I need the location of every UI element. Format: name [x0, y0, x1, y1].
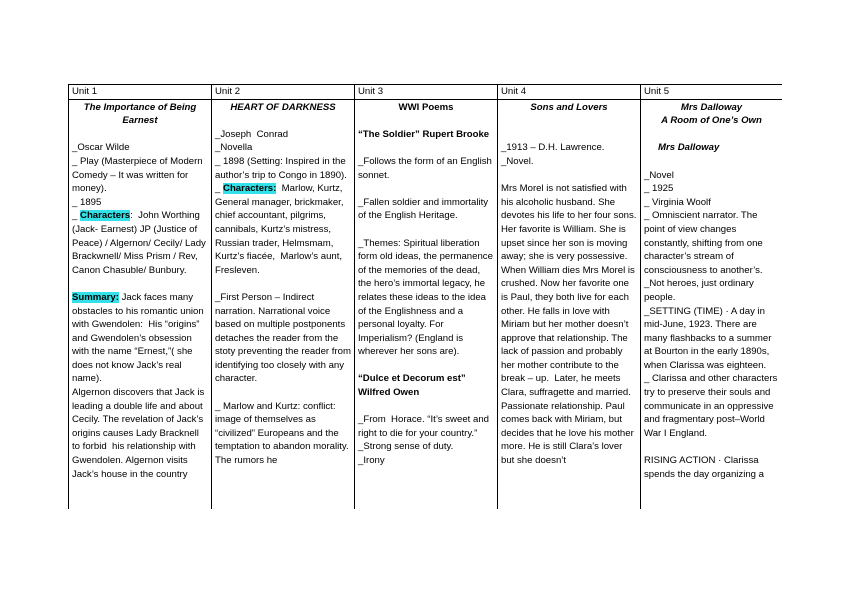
- summary-text: Jack faces many obstacles to his romantic union with Gwendolen: His “origins” and Gwendolen’s obsession with the name “Ernest,”( she does not know Jack’s real name).: [72, 291, 207, 385]
- unit-2-conflict: _ Marlow and Kurtz: conflict: image of themselves as “civilized” Europeans and the temptation to abandon morality. The rumors he: [215, 400, 352, 467]
- document-page: [68, 84, 782, 509]
- units-table: [68, 84, 782, 509]
- unit-1-cell: [69, 99, 212, 509]
- unit-2-author: _Joseph Conrad: [215, 128, 289, 140]
- poem-1-title: “The Soldier” Rupert Brooke: [358, 128, 490, 140]
- unit-2-characters: _ Characters: Marlow, Kurtz, General manager, brickmaker, chief accountant, pilgrims, cannibals, Kurtz’s mistress, Russian trader, Helmsmam, Kurtz’s fiacée, Marlow’s aunt, Fresleven.: [215, 183, 347, 276]
- unit-5-genre: _Novel: [644, 169, 674, 181]
- unit-1-summary: [72, 291, 208, 386]
- characters-text: Marlow, Kurtz, General manager, brickmaker, chief accountant, pilgrims, cannibals, Kurtz’s mistress, Russian trader, Helmsmam, Kurtz’s fiacée, Marlow’s aunt, Fresleven.: [215, 183, 347, 276]
- unit-1-year: _ 1895: [72, 196, 102, 208]
- header-unit-3: Unit 3: [355, 85, 498, 100]
- unit-5-title-1: Mrs Dalloway: [680, 101, 743, 113]
- header-unit-2: Unit 2: [212, 85, 355, 100]
- content-row: [69, 99, 783, 509]
- unit-5-subtitle: Mrs Dalloway: [658, 142, 720, 154]
- unit-4-summary: Mrs Morel is not satisfied with his alcoholic husband. She devotes his life to her four sons. Her favorite is William. She is upset since her son is moving away; she is very possessive. When William dies Mrs Morel is crushed. Now her favorite one is Paul, they both live for each other. He falls in love with Miriam but her mother doesn’t approve that relationship. The lack of passion and probably her mother contribute to the break – up. Later, he meets Clara, suffragette and married. Passionate relationship. Paul comes back with Miriam, but decides that he love his mother more. He is still Clara’s lover but she doesn’t: [501, 183, 640, 467]
- header-unit-5: Unit 5: [641, 85, 783, 100]
- unit-5-point-2: _Not heroes, just ordinary people.: [644, 278, 757, 303]
- unit-3-point-6: _Irony: [358, 455, 385, 467]
- unit-1-author: _Oscar Wilde: [72, 142, 130, 154]
- unit-3-cell: [355, 99, 498, 509]
- summary-label: Summary:: [72, 291, 119, 303]
- unit-5-cell: [641, 99, 783, 509]
- unit-3-point-1: _Follows the form of an English sonnet.: [358, 155, 495, 181]
- unit-1-genre: _ Play (Masterpiece of Modern Comedy – It was written for money).: [72, 155, 206, 195]
- unit-2-year: _ 1898 (Setting: Inspired in the author’s trip to Congo in 1890).: [215, 155, 349, 181]
- unit-4-author-year: _1913 – D.H. Lawrence.: [501, 142, 605, 154]
- unit-4-title: Sons and Lovers: [530, 101, 608, 113]
- characters-label: Characters:: [223, 183, 277, 195]
- unit-3-point-4: _From Horace. “It’s sweet and right to die for your country.”: [358, 414, 492, 439]
- unit-3-point-5: _Strong sense of duty.: [358, 441, 454, 453]
- unit-2-cell: [212, 99, 355, 509]
- header-unit-4: Unit 4: [498, 85, 641, 100]
- unit-1-characters: _ Characters: John Worthing (Jack- Earnest) JP (Justice of Peace) / Algernon/ Cecily/ Lady Brackwnell/ Miss Prism / Rev, Canon Chasuble/ Bunbury.: [72, 210, 209, 276]
- unit-2-title: HEART OF DARKNESS: [230, 101, 336, 113]
- header-row: [69, 85, 783, 100]
- header-unit-1: Unit 1: [69, 85, 212, 100]
- unit-5-title-2: A Room of One’s Own: [661, 115, 762, 127]
- unit-5-author: _ Virginia Woolf: [644, 196, 711, 208]
- unit-5-point-5: RISING ACTION · Clarissa spends the day organizing a: [644, 455, 765, 480]
- unit-3-title: WWI Poems: [398, 101, 454, 113]
- unit-3-point-2: _Fallen soldier and immortality of the English Heritage.: [358, 196, 491, 222]
- unit-2-genre: _Novella: [215, 142, 253, 154]
- unit-3-point-3: _Themes: Spiritual liberation form old ideas, the permanence of the memories of the dead, the hero’s immortal legacy, he relates these ideas to the idea of the Englishness and a personal loyalty. For Imperialism? (England is wherever her sons are).: [358, 237, 496, 358]
- unit-4-cell: [498, 99, 641, 509]
- unit-5-point-3: _SETTING (TIME) · A day in mid-June, 1923. There are many flashbacks to a summer at Bourton in the early 1890s, when Clarissa was eighteen.: [644, 305, 775, 371]
- characters-label: Characters: [80, 210, 131, 222]
- unit-5-year: _ 1925: [644, 183, 674, 195]
- unit-1-title: The Importance of Being Earnest: [83, 101, 197, 127]
- characters-text: : John Worthing (Jack- Earnest) JP (Justice of Peace) / Algernon/ Cecily/ Lady Brackwnell/ Miss Prism / Rev, Canon Chasuble/ Bunbury.: [72, 210, 209, 276]
- unit-5-point-4: _ Clarissa and other characters try to preserve their souls and communicate in an oppressive and fragmentary post–World War I England.: [644, 373, 780, 439]
- unit-4-genre: _Novel.: [501, 155, 534, 167]
- unit-5-point-1: _ Omniscient narrator. The point of view changes constantly, shifting from one character’s stream of consciousness to another’s.: [644, 210, 766, 276]
- unit-1-paragraph: Algernon discovers that Jack is leading a double life and about Cecily. The revelation of Jack’s origins causes Lady Bracknell to forbid his relationship with Gwendolen. Algernon visits Jack’s house in the country: [72, 387, 207, 480]
- poem-2-title: “Dulce et Decorum est” Wilfred Owen: [358, 373, 469, 399]
- unit-2-narration: _First Person – Indirect narration. Narrational voice based on multiple postponents detaches the reader from the stoty preventing the reader from identifying too closely with any character.: [215, 291, 354, 385]
